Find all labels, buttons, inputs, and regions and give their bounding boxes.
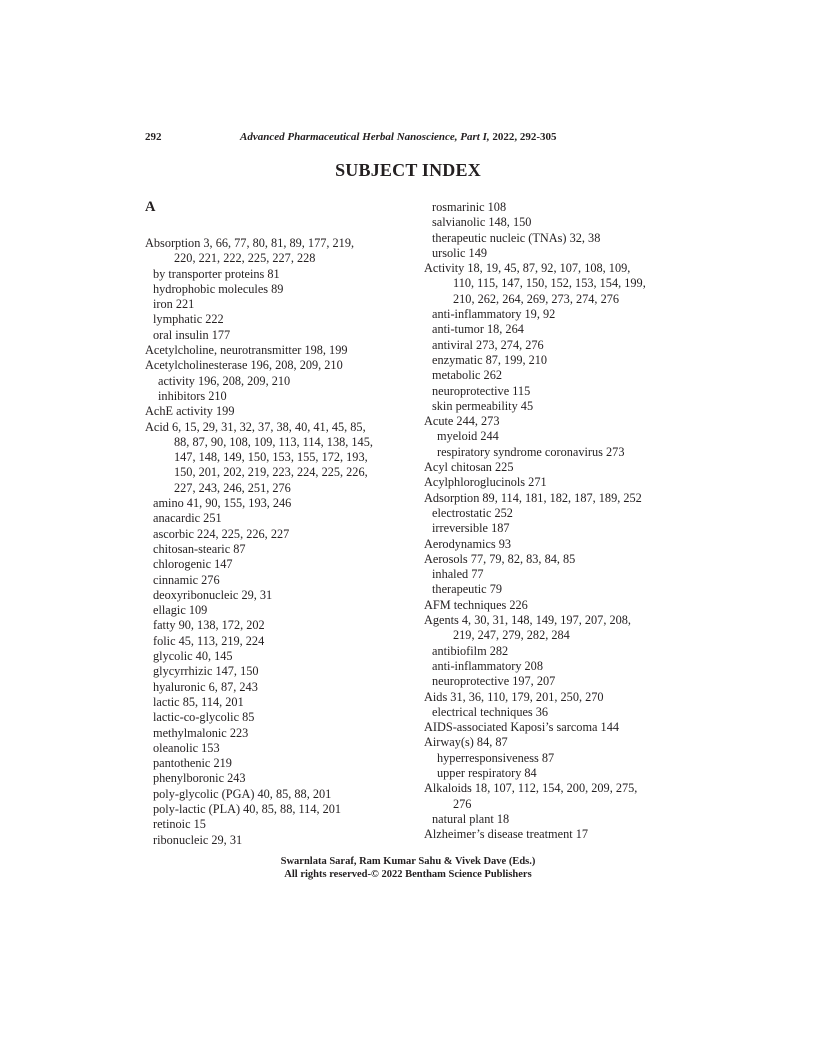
index-subentry: therapeutic 79	[432, 582, 502, 597]
index-entry-continuation: 227, 243, 246, 251, 276	[174, 480, 291, 495]
index-entry-continuation: 147, 148, 149, 150, 153, 155, 172, 193,	[174, 450, 368, 465]
index-entry: Acute 244, 273	[424, 414, 500, 429]
index-subentry: inhibitors 210	[158, 388, 227, 403]
index-list-right	[424, 200, 686, 842]
index-subentry: salvianolic 148, 150	[432, 215, 532, 230]
index-entry: Alzheimer’s disease treatment 17	[424, 827, 589, 842]
index-subentry: by transporter proteins 81	[153, 266, 280, 281]
index-subentry: hyperresponsiveness 87	[437, 750, 555, 765]
index-entry: AFM techniques 226	[424, 597, 528, 612]
index-column-left	[145, 200, 405, 848]
index-subentry: lymphatic 222	[153, 312, 224, 327]
book-title: Advanced Pharmaceutical Herbal Nanoscience, Part I,	[240, 131, 490, 143]
index-entry: AchE activity 199	[145, 404, 235, 419]
index-entry-continuation: 220, 221, 222, 225, 227, 228	[174, 251, 316, 266]
index-subentry: chitosan-stearic 87	[153, 541, 246, 556]
index-subentry: lactic-co-glycolic 85	[153, 710, 255, 725]
index-entry: Absorption 3, 66, 77, 80, 81, 89, 177, 219,	[145, 236, 355, 250]
index-subentry: natural plant 18	[432, 811, 510, 826]
index-subentry: glycolic 40, 145	[153, 649, 233, 664]
index-entry: Acylphloroglucinols 271	[424, 475, 547, 490]
index-entry: Alkaloids 18, 107, 112, 154, 200, 209, 275,	[424, 781, 638, 796]
index-subentry: upper respiratory 84	[437, 765, 537, 780]
footer-editors: Swarnlata Saraf, Ram Kumar Sahu & Vivek Dave (Eds.)	[280, 856, 536, 867]
index-entry-continuation: 88, 87, 90, 108, 109, 113, 114, 138, 145,	[174, 434, 373, 449]
index-entry: Aerosols 77, 79, 82, 83, 84, 85	[424, 551, 576, 566]
index-entry: Acetylcholine, neurotransmitter 198, 199	[145, 343, 348, 358]
index-subentry: glycyrrhizic 147, 150	[153, 664, 259, 679]
index-subentry: irreversible 187	[432, 521, 510, 536]
page-footer	[0, 855, 816, 881]
index-entry-continuation: 210, 262, 264, 269, 273, 274, 276	[453, 291, 620, 306]
book-year-pages: 2022, 292-305	[492, 131, 557, 143]
index-subentry: enzymatic 87, 199, 210	[432, 352, 548, 367]
running-title	[240, 131, 557, 143]
index-subentry: deoxyribonucleic 29, 31	[153, 587, 273, 602]
index-subentry: electrical techniques 36	[432, 704, 549, 719]
index-entry-continuation: 150, 201, 202, 219, 223, 224, 225, 226,	[174, 465, 368, 480]
index-subentry: oral insulin 177	[153, 327, 231, 342]
index-subentry: hyaluronic 6, 87, 243	[153, 679, 258, 694]
index-subentry: lactic 85, 114, 201	[153, 694, 244, 709]
index-subentry: phenylboronic 243	[153, 771, 246, 786]
index-list-left	[145, 236, 405, 848]
page-number: 292	[145, 131, 162, 143]
index-subentry: anti-inflammatory 19, 92	[432, 307, 556, 322]
index-subentry: skin permeability 45	[432, 398, 534, 413]
page-title: SUBJECT INDEX	[335, 160, 481, 180]
index-column-right	[424, 200, 686, 842]
index-subentry: neuroprotective 197, 207	[432, 674, 556, 689]
index-subentry: methylmalonic 223	[153, 725, 249, 740]
index-subentry: cinnamic 276	[153, 572, 220, 587]
index-entry-continuation: 110, 115, 147, 150, 152, 153, 154, 199,	[453, 276, 646, 291]
index-subentry: chlorogenic 147	[153, 557, 233, 572]
index-entry: Aerodynamics 93	[424, 536, 512, 551]
index-subentry: activity 196, 208, 209, 210	[158, 373, 291, 388]
footer-rights: All rights reserved-© 2022 Bentham Science Publishers	[284, 869, 532, 880]
index-subentry: therapeutic nucleic (TNAs) 32, 38	[432, 230, 601, 245]
index-subentry: ellagic 109	[153, 603, 208, 618]
index-entry: Aids 31, 36, 110, 179, 201, 250, 270	[424, 689, 604, 704]
index-subentry: oleanolic 153	[153, 740, 220, 755]
index-subentry: retinoic 15	[153, 817, 206, 832]
index-entry-continuation: 276	[453, 796, 472, 811]
index-subentry: anacardic 251	[153, 511, 222, 526]
index-subentry: ascorbic 224, 225, 226, 227	[153, 526, 290, 541]
index-entry: Adsorption 89, 114, 181, 182, 187, 189, 252	[424, 490, 642, 505]
index-subentry: neuroprotective 115	[432, 383, 531, 398]
index-subentry: respiratory syndrome coronavirus 273	[437, 444, 625, 459]
index-subentry: poly-glycolic (PGA) 40, 85, 88, 201	[153, 786, 332, 801]
index-subentry: antiviral 273, 274, 276	[432, 337, 544, 352]
index-subentry: pantothenic 219	[153, 756, 232, 771]
index-subentry: amino 41, 90, 155, 193, 246	[153, 496, 292, 511]
page-header	[145, 131, 685, 147]
index-entry: Activity 18, 19, 45, 87, 92, 107, 108, 109,	[424, 261, 631, 276]
section-letter: A	[145, 199, 156, 215]
index-subentry: folic 45, 113, 219, 224	[153, 633, 265, 648]
index-subentry: poly-lactic (PLA) 40, 85, 88, 114, 201	[153, 801, 342, 816]
index-subentry: ribonucleic 29, 31	[153, 832, 243, 847]
index-entry: Airway(s) 84, 87	[424, 735, 508, 750]
index-subentry: anti-inflammatory 208	[432, 658, 543, 673]
index-subentry: ursolic 149	[432, 245, 487, 260]
index-entry: Agents 4, 30, 31, 148, 149, 197, 207, 208,	[424, 613, 631, 628]
index-subentry: antibiofilm 282	[432, 643, 509, 658]
index-subentry: hydrophobic molecules 89	[153, 281, 284, 296]
index-subentry: rosmarinic 108	[432, 200, 507, 214]
index-entry: Acid 6, 15, 29, 31, 32, 37, 38, 40, 41, 45, 85,	[145, 419, 366, 434]
index-subentry: metabolic 262	[432, 368, 503, 383]
index-subentry: inhaled 77	[432, 567, 484, 582]
index-subentry: myeloid 244	[437, 429, 499, 444]
index-entry-continuation: 219, 247, 279, 282, 284	[453, 628, 570, 643]
index-subentry: anti-tumor 18, 264	[432, 322, 524, 337]
index-entry: AIDS-associated Kaposi’s sarcoma 144	[424, 720, 619, 735]
index-subentry: electrostatic 252	[432, 505, 513, 520]
index-entry: Acetylcholinesterase 196, 208, 209, 210	[145, 358, 343, 373]
index-subentry: iron 221	[153, 297, 195, 312]
index-entry: Acyl chitosan 225	[424, 460, 514, 475]
index-subentry: fatty 90, 138, 172, 202	[153, 618, 265, 633]
